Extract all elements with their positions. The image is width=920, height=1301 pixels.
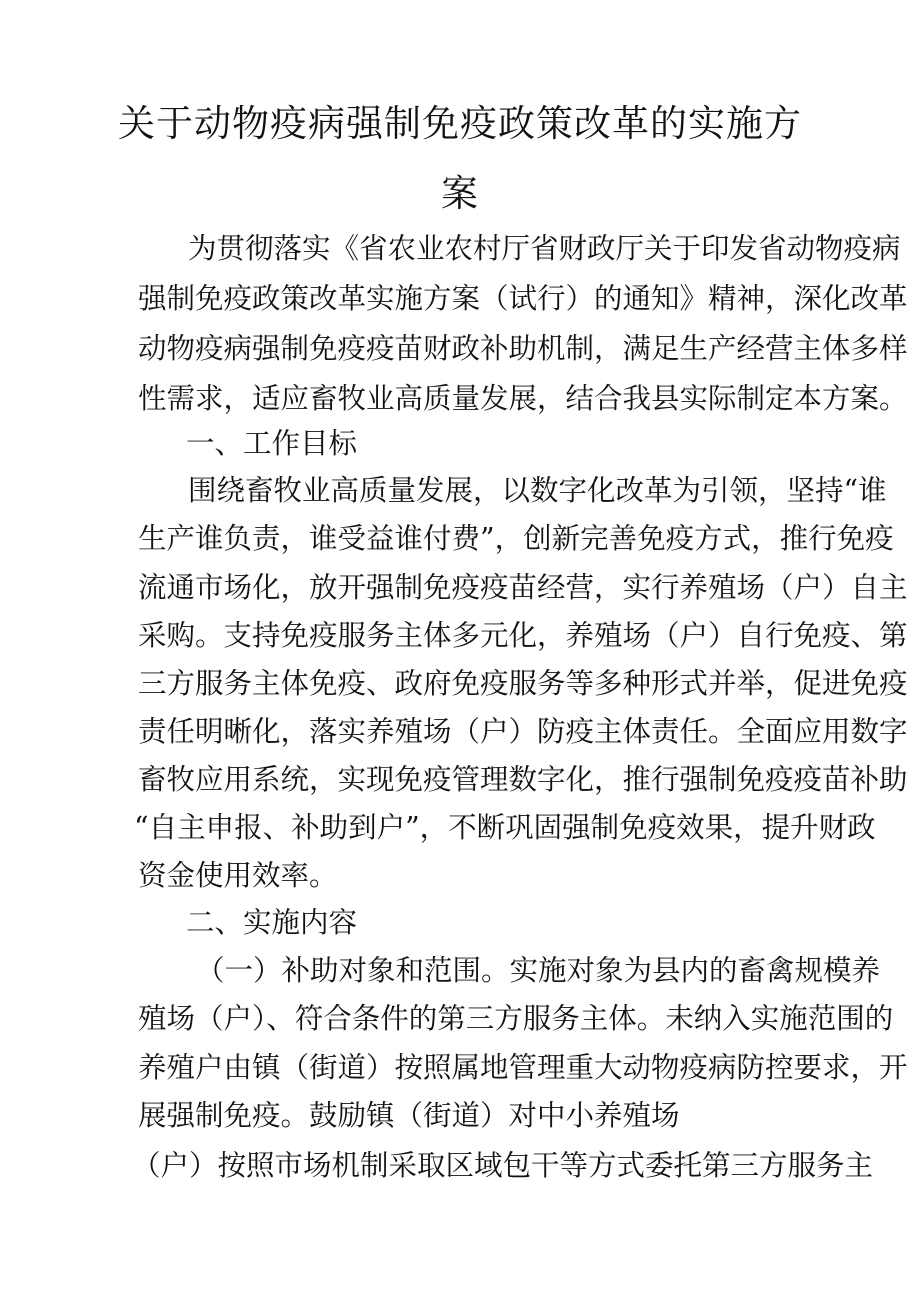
section-1-heading: 一、工作目标 xyxy=(186,427,358,460)
document-title-line-1: 关于动物疫病强制免疫政策改革的实施方 xyxy=(118,102,802,145)
section-1-line-2: 生产谁负责，谁受益谁付费”，创新完善免疫方式，推行免疫 xyxy=(138,522,894,555)
section-1-line-8: “自主申报、补助到户”，不断巩固强制免疫效果，提升财政 xyxy=(134,811,876,844)
section-1-line-1: 围绕畜牧业高质量发展，以数字化改革为引领，坚持“谁 xyxy=(188,474,887,507)
section-2-heading: 二、实施内容 xyxy=(186,906,358,939)
section-1-line-6: 责任明晰化，落实养殖场（户）防疫主体责任。全面应用数字 xyxy=(138,715,908,748)
section-1-line-3: 流通市场化，放开强制免疫疫苗经营，实行养殖场（户）自主 xyxy=(138,571,908,604)
section-1-line-5: 三方服务主体免疫、政府免疫服务等多种形式并举，促进免疫 xyxy=(138,667,908,700)
intro-line-3: 动物疫病强制免疫疫苗财政补助机制，满足生产经营主体多样 xyxy=(138,332,908,365)
intro-line-1: 为贯彻落实《省农业农村厅省财政厅关于印发省动物疫病 xyxy=(188,232,901,265)
intro-line-2: 强制免疫政策改革实施方案（试行）的通知》精神，深化改革 xyxy=(138,282,908,315)
intro-line-4: 性需求，适应畜牧业高质量发展，结合我县实际制定本方案。 xyxy=(138,382,908,415)
section-2-line-2: 殖场（户）、符合条件的第三方服务主体。未纳入实施范围的 xyxy=(138,1002,894,1035)
section-2-line-5: （户）按照市场机制采取区域包干等方式委托第三方服务主 xyxy=(132,1149,874,1182)
section-2-line-3: 养殖户由镇（街道）按照属地管理重大动物疫病防控要求，开 xyxy=(138,1051,908,1084)
section-2-line-1: （一）补助对象和范围。实施对象为县内的畜禽规模养 xyxy=(196,954,881,987)
section-1-line-9: 资金使用效率。 xyxy=(138,859,338,892)
section-2-line-4: 展强制免疫。鼓励镇（街道）对中小养殖场 xyxy=(138,1099,680,1132)
section-1-line-4: 采购。支持免疫服务主体多元化，养殖场（户）自行免疫、第 xyxy=(138,619,908,652)
section-1-line-7: 畜牧应用系统，实现免疫管理数字化，推行强制免疫疫苗补助 xyxy=(138,763,908,796)
document-title-line-2: 案 xyxy=(441,172,479,215)
